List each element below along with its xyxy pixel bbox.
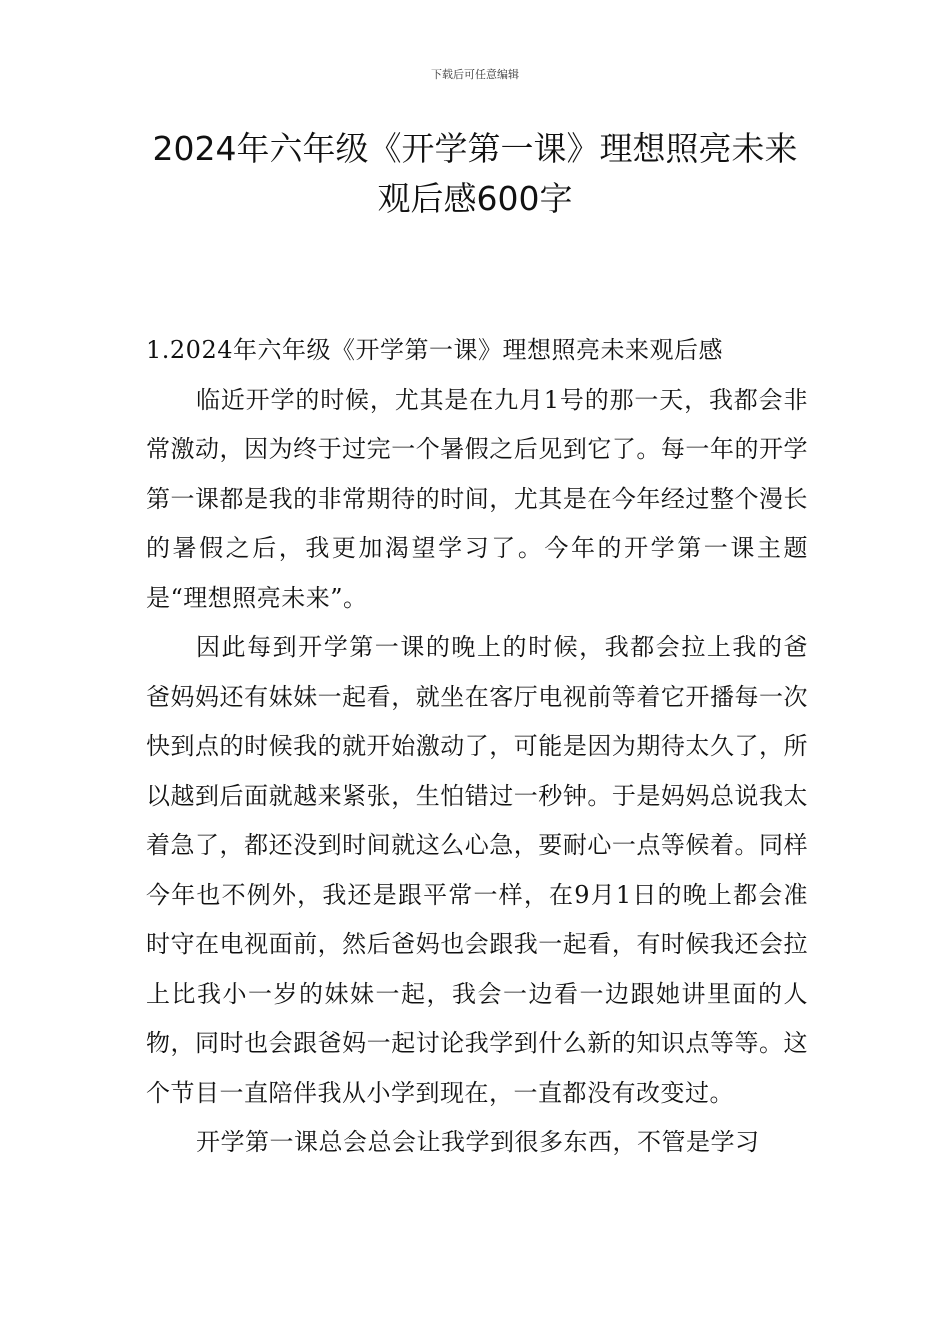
- document-title: 2024年六年级《开学第一课》理想照亮未来观后感600字: [152, 129, 798, 218]
- paragraph-2: 因此每到开学第一课的晚上的时候，我都会拉上我的爸爸妈妈还有妹妹一起看，就坐在客厅电视前等着它开播每一次快到点的时候我的就开始激动了，可能是因为期待太久了，所以越到后面就越来紧张，生怕错过一秒钟。于是妈妈总说我太着急了，都还没到时间就这么心急，要耐心一点等候着。同样今年也不例外，我还是跟平常一样，在9月1日的晚上都会准时守在电视面前，然后爸妈也会跟我一起看，有时候我还会拉上比我小一岁的妹妹一起，我会一边看一边跟她讲里面的人物，同时也会跟爸妈一起讨论我学到什么新的知识点等等。这个节目一直陪伴我从小学到现在，一直都没有改变过。: [146, 633, 808, 1107]
- paragraph-3: 开学第一课总会总会让我学到很多东西，不管是学习: [196, 1128, 760, 1156]
- header-note: 下载后可任意编辑: [431, 68, 519, 81]
- paragraph-1: 临近开学的时候，尤其是在九月1号的那一天，我都会非常激动，因为终于过完一个暑假之后见到它了。每一年的开学第一课都是我的非常期待的时间，尤其是在今年经过整个漫长的暑假之后，我更加渴望学习了。今年的开学第一课主题是“理想照亮未来”。: [146, 385, 808, 612]
- section-heading: 1.2024年六年级《开学第一课》理想照亮未来观后感: [146, 336, 723, 364]
- document-body: [146, 326, 808, 1168]
